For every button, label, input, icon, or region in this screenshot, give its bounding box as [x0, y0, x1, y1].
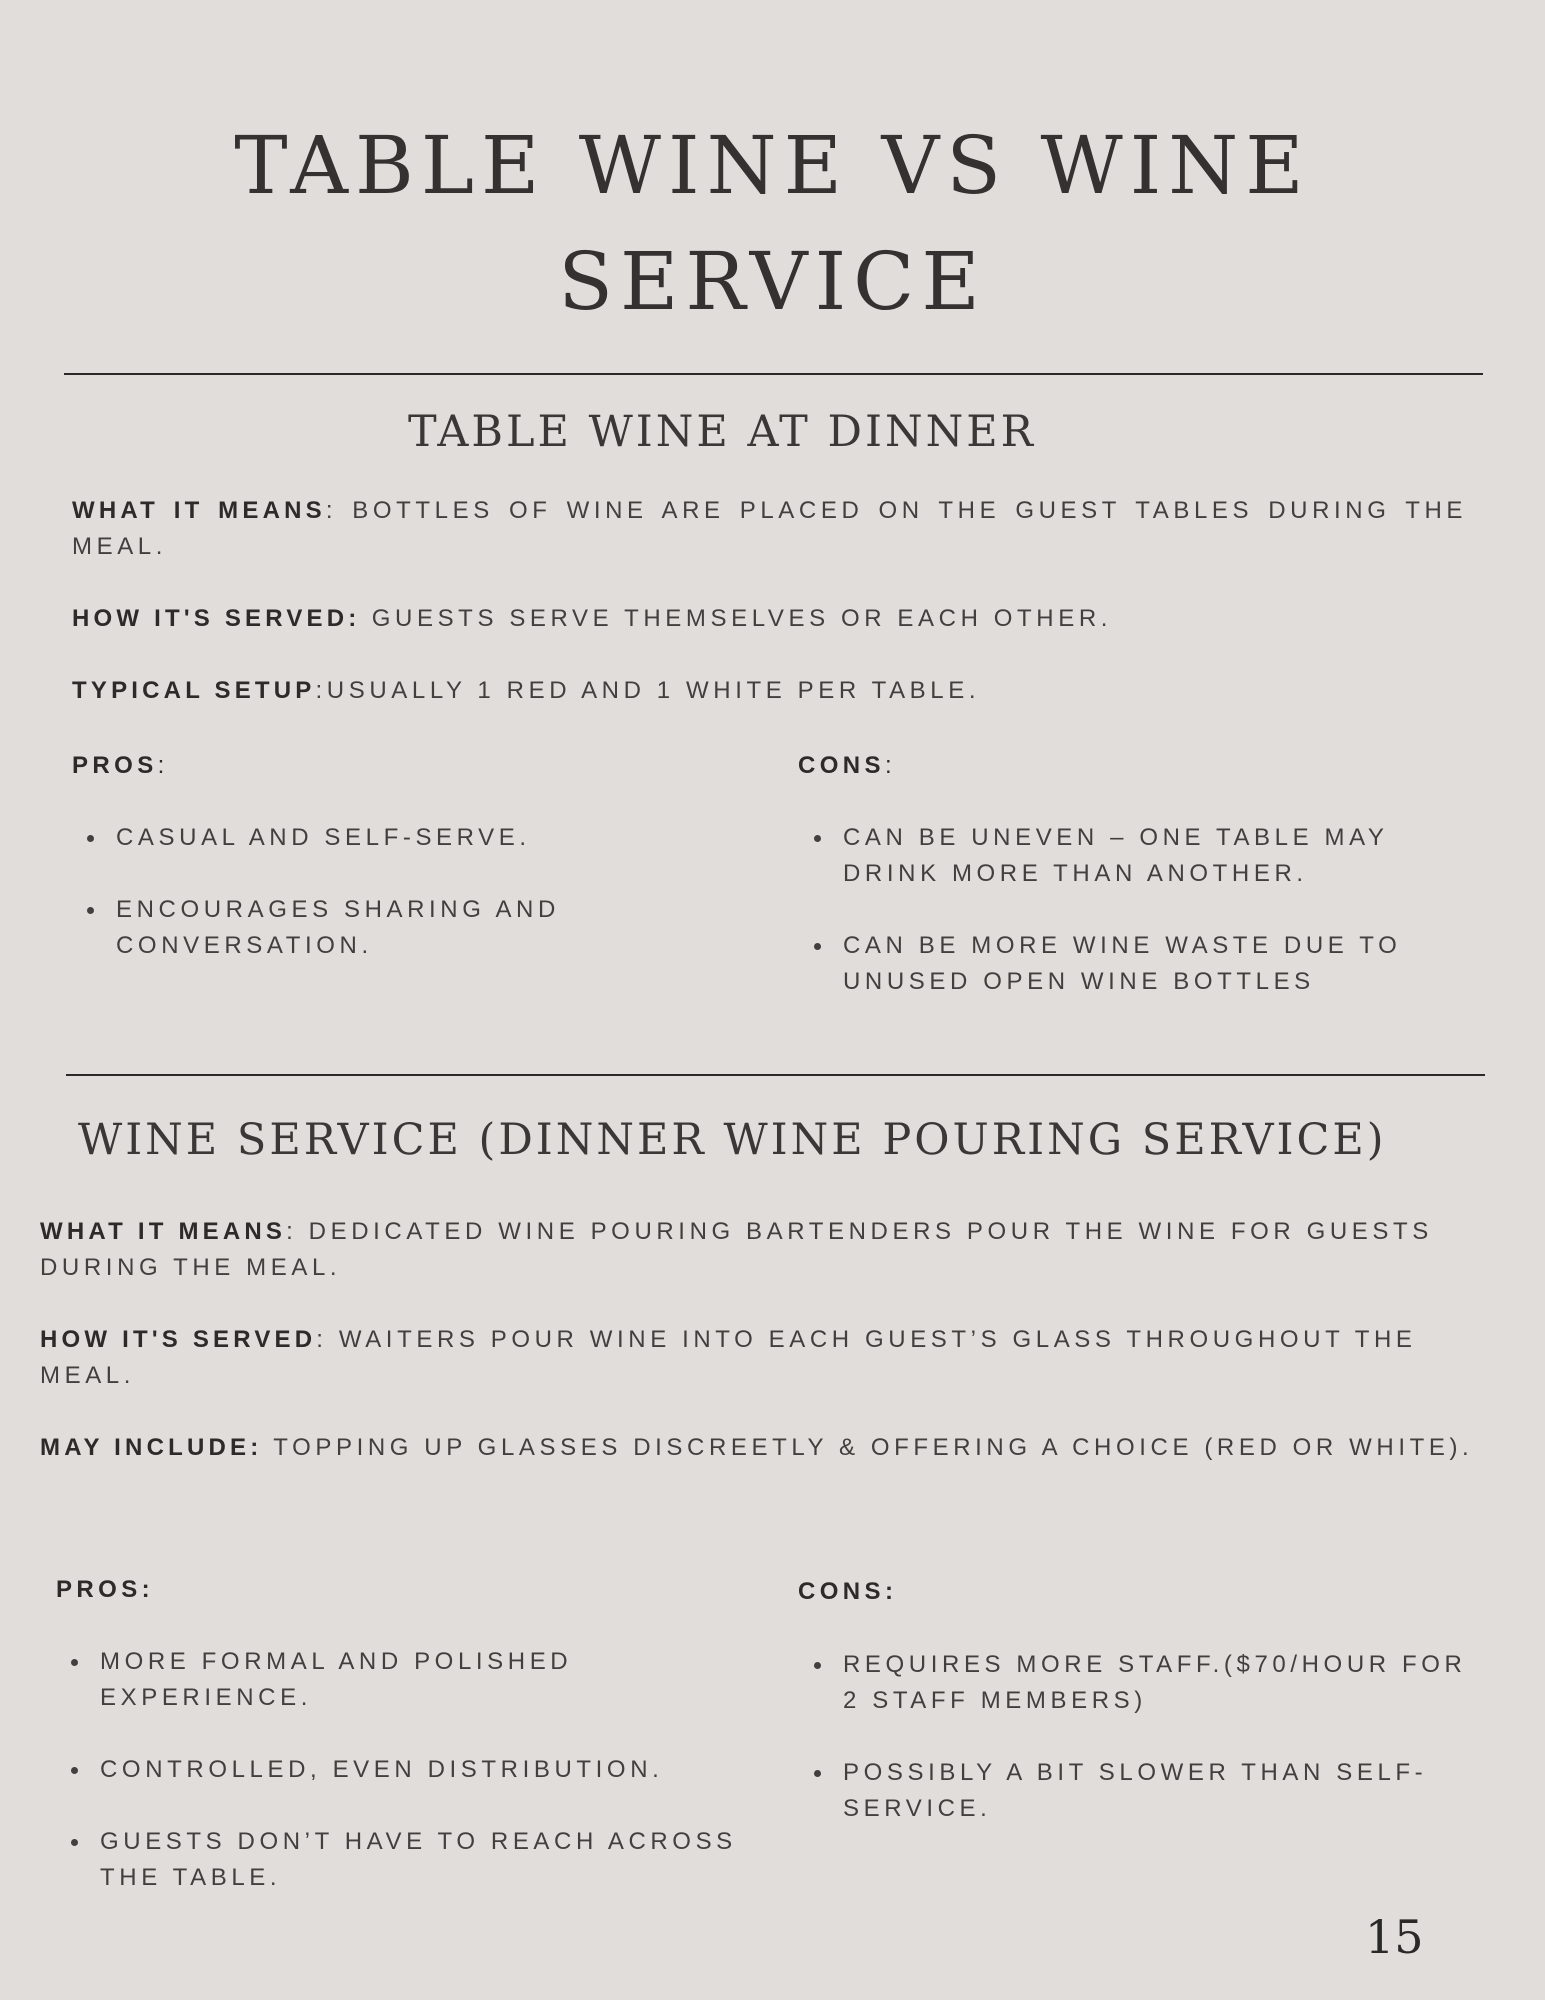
table-wine-typical-setup — [72, 673, 1482, 709]
list-item: MORE FORMAL AND POLISHED EXPERIENCE. — [58, 1644, 758, 1716]
section-heading-wine-service: WINE SERVICE (DINNER WINE POURING SERVICE) — [78, 1115, 1387, 1165]
table-wine-pros-list — [74, 820, 614, 964]
bullet-icon — [87, 907, 94, 914]
bullet-icon — [814, 943, 821, 950]
what-it-means-text: : DEDICATED WINE POURING BARTENDERS POUR THE WINE FOR GUESTS DURING THE MEAL. — [40, 1218, 1433, 1281]
list-item: CONTROLLED, EVEN DISTRIBUTION. — [58, 1752, 758, 1788]
bullet-icon — [814, 835, 821, 842]
table-wine-how-served — [72, 601, 1482, 637]
wine-service-what-it-means — [40, 1214, 1520, 1286]
what-it-means-text: : BOTTLES OF WINE ARE PLACED ON THE GUEST TABLES DURING THE MEAL. — [72, 497, 1467, 560]
list-item: CASUAL AND SELF-SERVE. — [74, 820, 614, 856]
how-served-label: HOW IT'S SERVED — [40, 1326, 317, 1353]
divider-top — [64, 373, 1483, 375]
bullet-icon — [71, 1839, 78, 1846]
divider-middle — [66, 1074, 1485, 1076]
what-it-means-label: WHAT IT MEANS — [72, 497, 326, 524]
bullet-icon — [814, 1770, 821, 1777]
bullet-icon — [71, 1659, 78, 1666]
page-title — [0, 108, 1545, 340]
table-wine-cons-list — [801, 820, 1451, 1000]
list-item: ENCOURAGES SHARING AND CONVERSATION. — [74, 892, 614, 964]
wine-service-how-served — [40, 1322, 1520, 1394]
list-item: POSSIBLY A BIT SLOWER THAN SELF-SERVICE. — [801, 1755, 1481, 1827]
table-wine-cons-label: CONS: — [798, 752, 897, 779]
table-wine-what-it-means — [72, 493, 1467, 565]
wine-service-pros-list — [58, 1644, 758, 1896]
may-include-label: MAY INCLUDE: — [40, 1434, 263, 1461]
section-heading-table-wine: TABLE WINE AT DINNER — [408, 407, 1036, 457]
page-title-line-2: SERVICE — [558, 235, 987, 328]
list-item: GUESTS DON’T HAVE TO REACH ACROSS THE TABLE. — [58, 1824, 758, 1896]
list-item: CAN BE MORE WINE WASTE DUE TO UNUSED OPEN WINE BOTTLES — [801, 928, 1451, 1000]
bullet-icon — [814, 1662, 821, 1669]
typical-setup-label: TYPICAL SETUP — [72, 677, 316, 704]
bullet-icon — [87, 835, 94, 842]
list-item: CAN BE UNEVEN – ONE TABLE MAY DRINK MORE THAN ANOTHER. — [801, 820, 1451, 892]
how-served-label: HOW IT'S SERVED: — [72, 605, 361, 632]
typical-setup-text: :USUALLY 1 RED AND 1 WHITE PER TABLE. — [315, 677, 981, 704]
list-item: REQUIRES MORE STAFF.($70/HOUR FOR 2 STAFF MEMBERS) — [801, 1647, 1481, 1719]
page-title-line-1: TABLE WINE VS WINE — [234, 119, 1311, 212]
may-include-text: TOPPING UP GLASSES DISCREETLY & OFFERING A CHOICE (RED OR WHITE). — [262, 1434, 1474, 1461]
how-served-text: : WAITERS POUR WINE INTO EACH GUEST’S GLASS THROUGHOUT THE MEAL. — [40, 1326, 1417, 1389]
wine-service-cons-label: CONS: — [798, 1578, 898, 1605]
what-it-means-label: WHAT IT MEANS — [40, 1218, 287, 1245]
wine-service-pros-label: PROS: — [56, 1576, 155, 1603]
bullet-icon — [71, 1767, 78, 1774]
wine-service-may-include — [40, 1430, 1520, 1466]
how-served-text: GUESTS SERVE THEMSELVES OR EACH OTHER. — [360, 605, 1113, 632]
table-wine-pros-label: PROS: — [72, 752, 169, 779]
wine-service-cons-list — [801, 1647, 1481, 1827]
page-number: 15 — [1365, 1910, 1424, 1964]
